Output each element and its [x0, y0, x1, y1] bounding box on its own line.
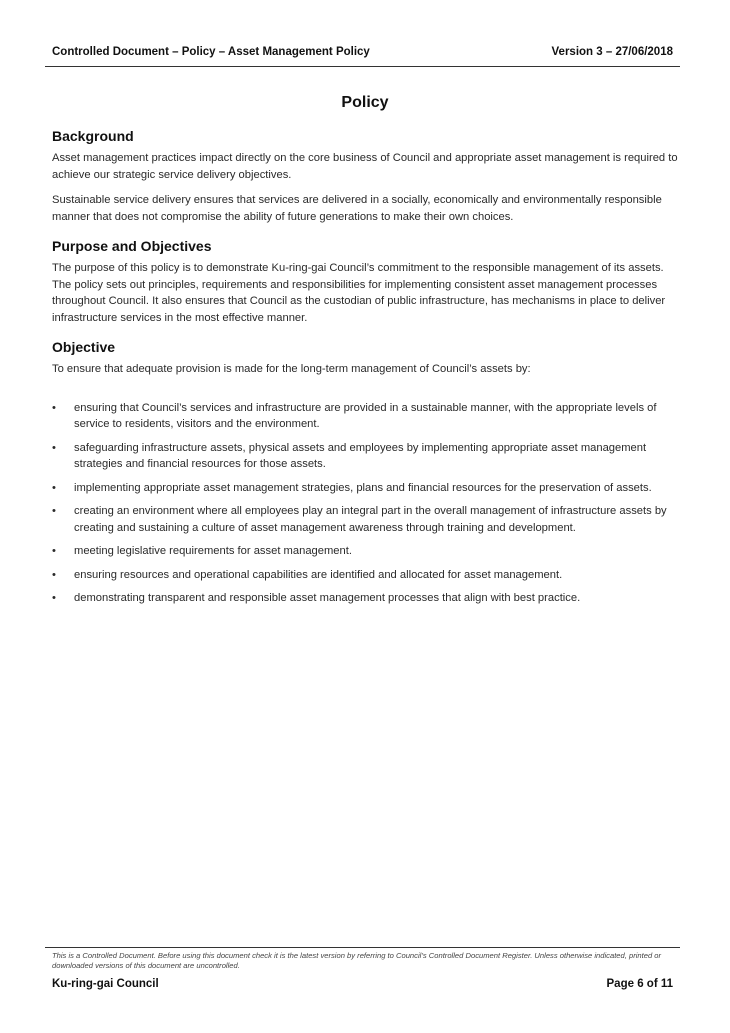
list-item-text: ensuring that Council’s services and infrastructure are provided in a sustainable manner, with the appropriate levels of service to residents, visitors and the environment.: [74, 401, 657, 430]
list-item: [52, 480, 680, 497]
background-paragraph-1: Asset management practices impact directly on the core business of Council and appropriate asset management is required to achieve our strategic service delivery objectives.: [52, 152, 678, 181]
list-item-text: safeguarding infrastructure assets, physical assets and employees by implementing appropriate asset management strategies and financial resources for those assets.: [74, 441, 647, 470]
objective-list: [52, 400, 680, 607]
bullet-icon: •: [52, 592, 56, 604]
purpose-paragraph: The purpose of this policy is to demonstrate Ku-ring-gai Council’s commitment to the responsible management of its assets. The policy sets out principles, requirements and responsibilities for implementing consistent asset management processes throughout Council. It also ensures that Council as the custodian of public infrastructure, has mechanisms in place to deliver infrastructure services in the most effective manner.: [52, 262, 666, 324]
page-header: [45, 44, 680, 67]
footer-disclaimer: This is a Controlled Document. Before using this document check it is the latest version by referring to Council’s Controlled Document Register. Unless otherwise indicated, printed or downloaded versions of this document are uncontrolled.: [52, 951, 662, 970]
page-number: Page 6 of 11: [606, 978, 673, 990]
footer-organisation: Ku-ring-gai Council: [52, 978, 159, 990]
list-item: [52, 503, 680, 536]
purpose-heading: Purpose and Objectives: [52, 238, 212, 254]
bullet-icon: •: [52, 568, 56, 581]
bullet-icon: •: [52, 401, 56, 414]
list-item: [52, 440, 680, 473]
document-version: Version 3 – 27/06/2018: [551, 46, 673, 58]
objective-intro: To ensure that adequate provision is made for the long-term management of Council’s assets by:: [52, 363, 531, 375]
list-item-text: meeting legislative requirements for asset management.: [74, 545, 352, 557]
list-item-text: creating an environment where all employees play an integral part in the overall management of infrastructure assets by creating and sustaining a culture of asset management awareness through training and development.: [74, 505, 667, 534]
objective-heading: Objective: [52, 339, 116, 355]
list-item: [52, 590, 680, 607]
list-item-text: ensuring resources and operational capabilities are identified and allocated for asset management.: [74, 568, 563, 581]
page-title: Policy: [341, 94, 389, 111]
document-title: Controlled Document – Policy – Asset Management Policy: [52, 46, 370, 58]
list-item-text: demonstrating transparent and responsible asset management processes that align with best practice.: [74, 592, 581, 604]
list-item: [52, 567, 680, 584]
background-paragraph-2: Sustainable service delivery ensures that services are delivered in a socially, economically and environmentally responsible manner that does not compromise the ability of future generations to make their own choices.: [52, 194, 662, 223]
bullet-icon: •: [52, 545, 56, 557]
footer-divider: [45, 947, 680, 948]
list-item: [52, 400, 680, 433]
list-item: [52, 543, 680, 560]
document-body: [52, 128, 680, 614]
bullet-icon: •: [52, 505, 56, 517]
bullet-icon: •: [52, 441, 56, 454]
list-item-text: implementing appropriate asset management strategies, plans and financial resources for the preservation of assets.: [74, 481, 652, 494]
bullet-icon: •: [52, 481, 56, 494]
background-heading: Background: [52, 128, 134, 144]
